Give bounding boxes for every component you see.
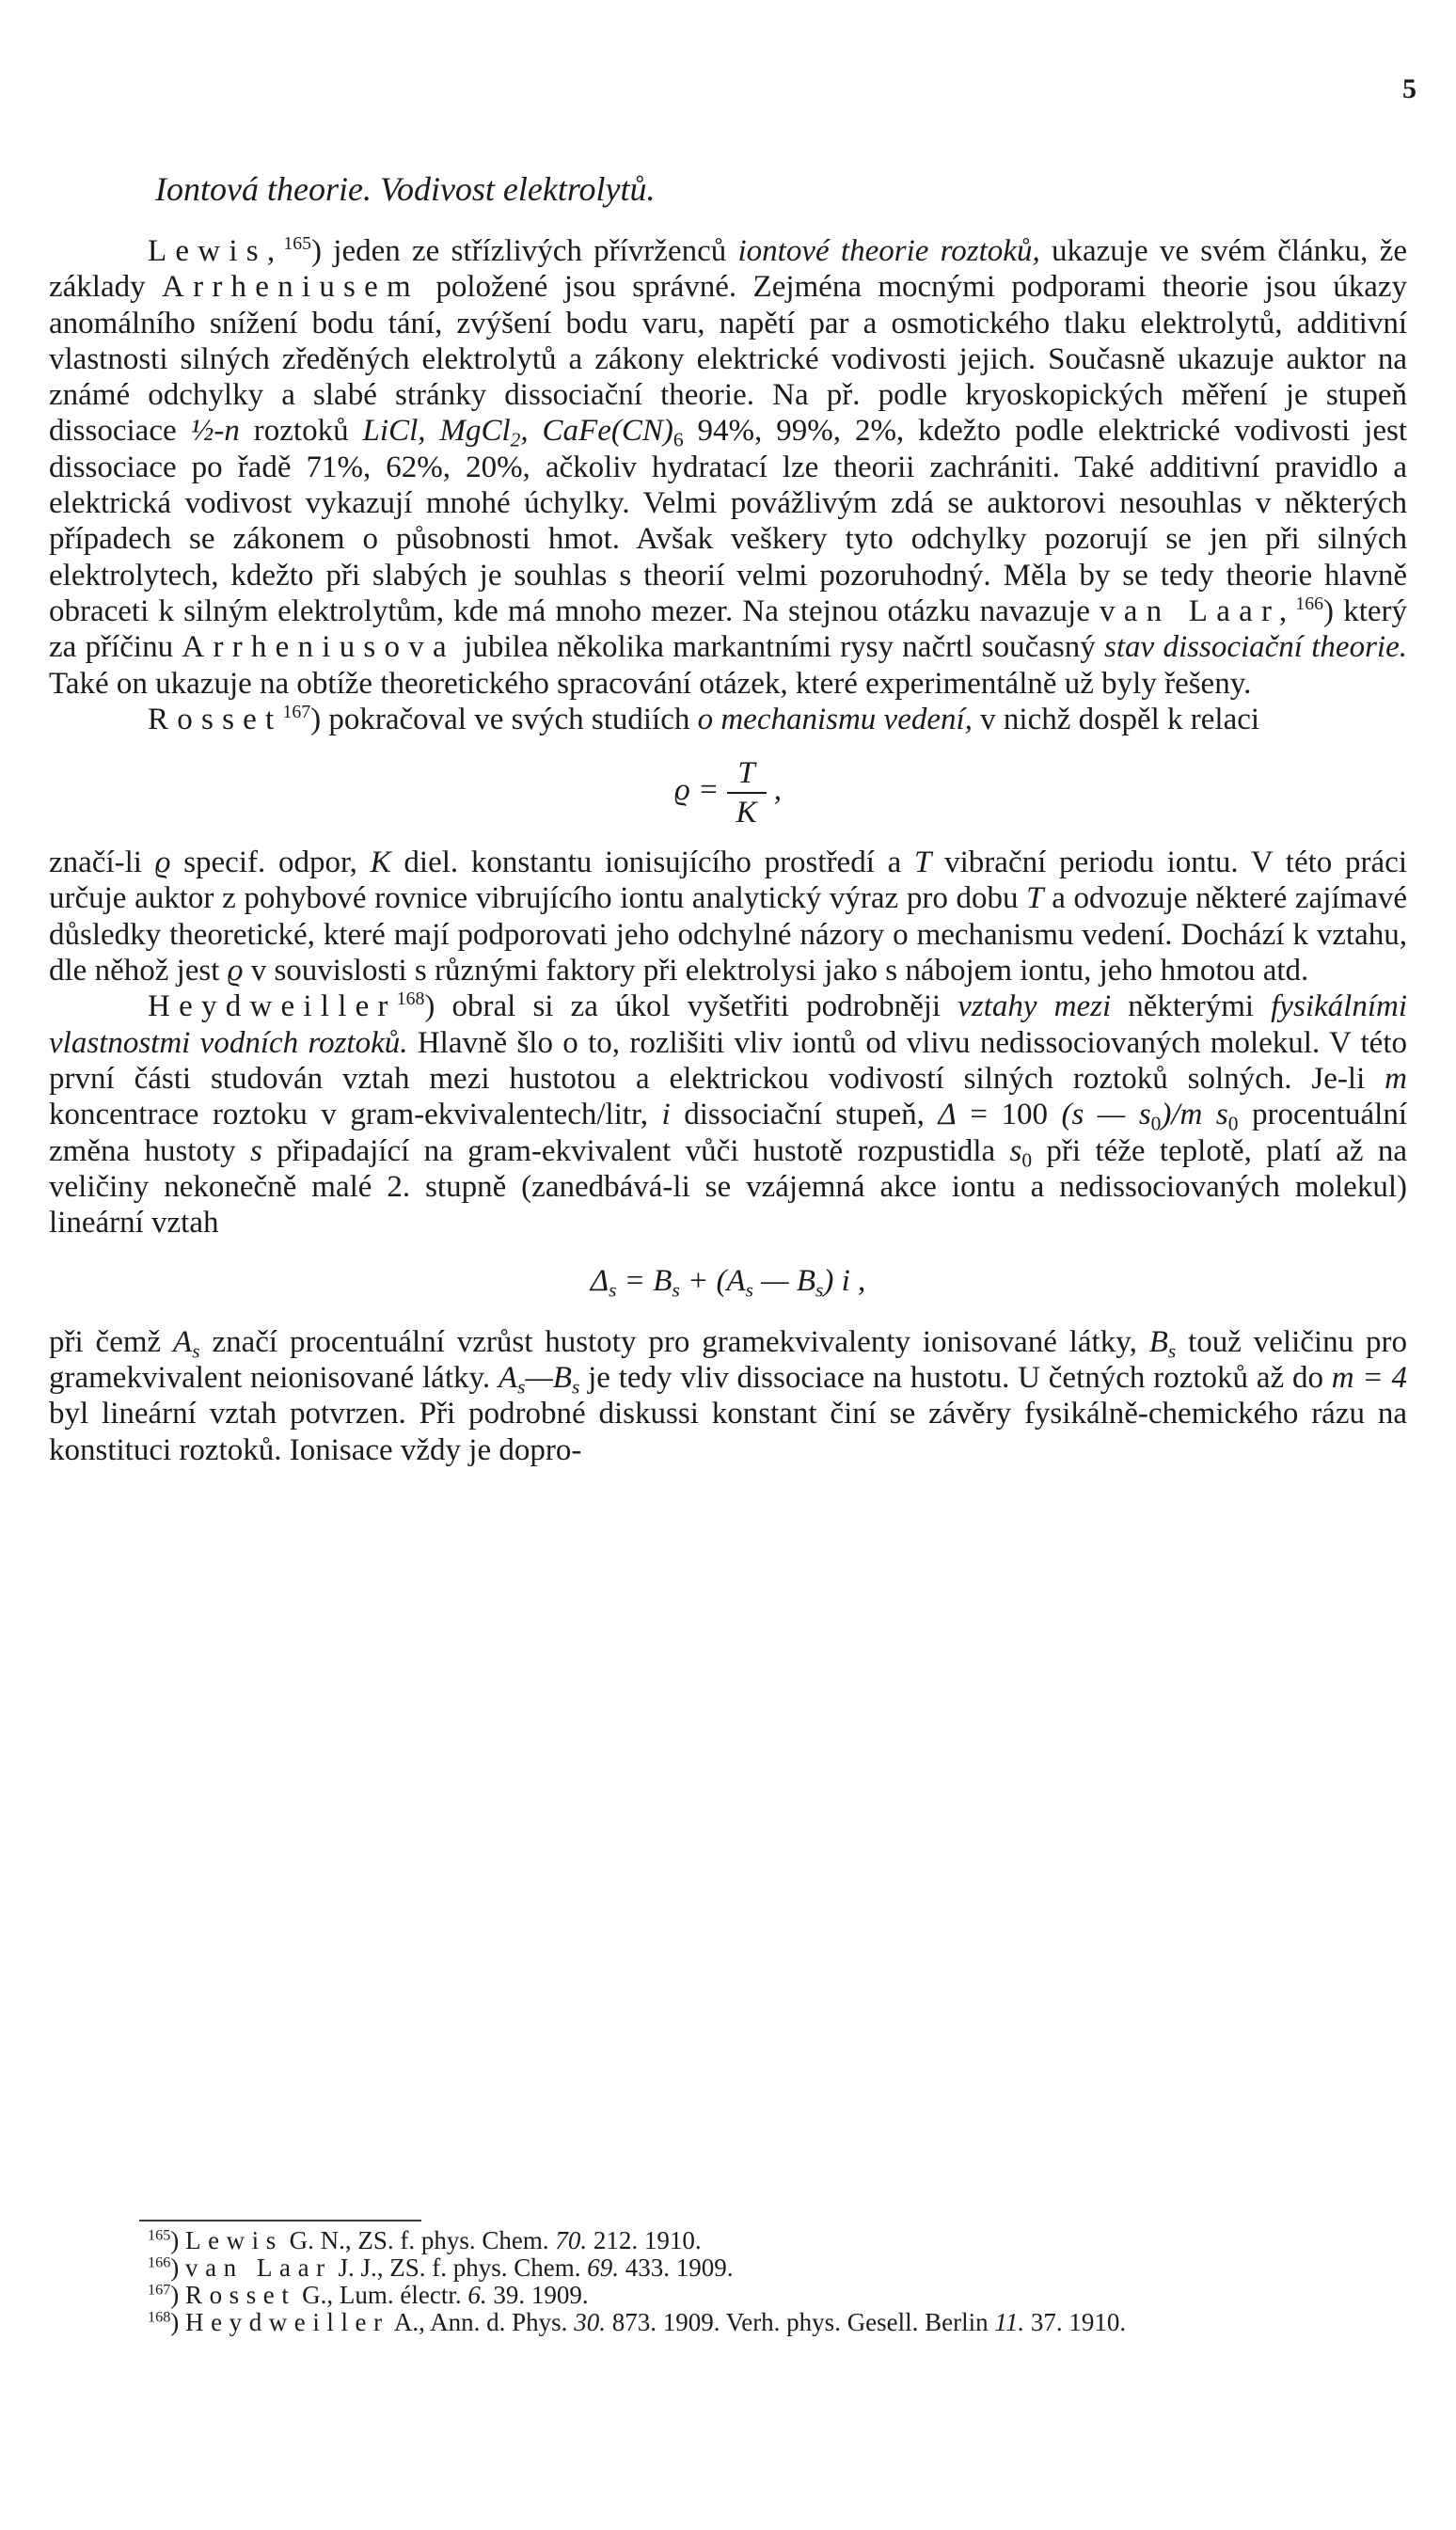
footnote-ref-165: 165 bbox=[283, 233, 312, 255]
footnote-ref-168: 168 bbox=[396, 988, 425, 1010]
footnote-165: $^{165}$) Lewis G. N., ZS. f. phys. Chem. 70. 212. 1910. bbox=[148, 2226, 702, 2254]
paragraph-rosset-cont: značí-li ϱ specif. odpor, K diel. konstantu ionisujícího prostředí a T vibrační periodu iontu. V této práci určuje auktor z pohybové rovnice vibrujícího iontu analytický výraz pro dobu T a odvozuje některé zajímavé důsledky theoretické, které mají podporovati jeho odchylné názory o mechanismu vedení. Dochází k vztahu, dle něhož jest ϱ v souvislosti s různými faktory při elektrolysi jako s nábojem iontu, jeho hmotou atd. bbox=[49, 846, 1407, 988]
footnote-168: $^{168}$) Heydweiller A., Ann. d. Phys. 30. 873. 1909. Verh. phys. Gesell. Berlin 11. 37. 1910. bbox=[148, 2308, 1127, 2336]
footnote-ref-167: 167 bbox=[282, 701, 311, 722]
footnotes bbox=[49, 2227, 1407, 2336]
author-heydweiller: Heydweiller bbox=[148, 989, 397, 1024]
paragraph-lewis: Lewis,$^{165}$) jeden ze střízlivých přívrženců iontové theorie roztoků, ukazuje ve svém článku, že základy Arrheniusem položené jsou správné. Zejména mocnými podporami theorie jsou úkazy anomálního snížení bodu tání, zvýšení bodu varu, napětí par a osmotického tlaku elektrolytů, additivní vlastnosti silných zředěných elektrolytů a zákony elektrické vodivosti jejich. Současně ukazuje auktor na známé odchylky a slabé stránky dissociační theorie. Na př. podle kryoskopických měření je stupeň dissociace ½-n roztoků LiCl, MgCl$_2$, $CaFe(CN)_6$ 94%, 99%, 2%, kdežto podle elektrické vodivosti jest dissociace po řadě 71%, 62%, 20%, ačkoliv hydratací lze theorii zachrániti. Také additivní pravidlo a elektrická vodivost vykazují mnohé úchylky. Velmi povážlivým zdá se auktorovi nesouhlas v některých případech se zákonem o působnosti hmot. Avšak veškery tyto odchylky pozorují se jen při silných elektrolytech, kdežto při slabých je souhlas s theorií velmi pozoruhodný. Měla by se tedy theorie hlavně obraceti k silným elektrolytům, kde má mnoho mezer. Na stejnou otázku navazuje van Laar,$^{166}$) který za příčinu Arrheniusova jubilea několika markantními rysy načrtl současný stav dissociační theorie. Také on ukazuje na obtíže theoretického spracování otázek, které experimentálně už byly řešeny. bbox=[49, 233, 1408, 701]
footnote-ref-166: 166 bbox=[1295, 593, 1324, 615]
author-arrheniusova: Arrheniusova bbox=[182, 630, 455, 665]
paragraph-rosset: Rosset$^{167}$) pokračoval ve svých studiích o mechanismu vedení, v nichž dospěl k relaci bbox=[148, 701, 1260, 736]
author-lewis: Lewis, bbox=[148, 234, 284, 268]
paragraph-heydweiller: Heydweiller$^{168}$) obral si za úkol vyšetřiti podrobněji vztahy mezi některými fysikálními vlastnostmi vodních roztoků. Hlavně šlo o to, rozlišiti vliv iontů od vlivu nedissociovaných molekul. V této první části studován vztah mezi hustotou a elektrickou vodivostí silných roztoků solných. Je-li m koncentrace roztoku v gram-ekvivalentech/litr, i dissociační stupeň, Δ = 100 (s — $s_0)/m$ $s_0$ procentuální změna hustoty s připadající na gram-ekvivalent vůči hustotě rozpustidla $s_0$ při téže teplotě, platí až na veličiny nekonečně malé 2. stupně (zanedbává-li se vzájemná akce iontu a nedissociovaných molekul) lineární vztah bbox=[49, 988, 1408, 1241]
footnote-divider bbox=[139, 2220, 421, 2222]
author-van-laar: van Laar, bbox=[1100, 593, 1296, 628]
paragraph-heydweiller-cont: při čemž $A_s$ značí procentuální vzrůst hustoty pro gramekvivalenty ionisované látky, $B_s$ touž veličinu pro gramekvivalent neionisované látky. $A_s—B_s$ je tedy vliv dissociace na hustotu. U četných roztoků až do m = 4 byl lineární vztah potvrzen. Při podrobné diskussi konstant činí se závěry fysikálně-chemického rázu na konstituci roztoků. Ionisace vždy je dopro- bbox=[49, 1324, 1407, 1467]
fraction-t-over-k: $\frac{T}{K}$ bbox=[727, 754, 767, 831]
formula-delta: $\Delta_s = B_s + (A_s$ — $B_s$) i , bbox=[590, 1264, 866, 1302]
section-heading: Iontová theorie. Vodivost elektrolytů. bbox=[155, 170, 656, 208]
formula-rho: ϱ = $\frac{T}{K}$ , bbox=[673, 755, 783, 830]
author-arrhenius: Arrheniusem bbox=[162, 270, 419, 305]
page-number: 5 bbox=[1402, 73, 1416, 104]
footnote-166: $^{166}$) van Laar J. J., ZS. f. phys. Chem. 69. 433. 1909. bbox=[148, 2253, 734, 2282]
body-text bbox=[49, 233, 1407, 1468]
footnote-167: $^{167}$) Rosset G., Lum. électr. 6. 39. 1909. bbox=[148, 2281, 589, 2309]
author-rosset: Rosset bbox=[148, 702, 283, 736]
